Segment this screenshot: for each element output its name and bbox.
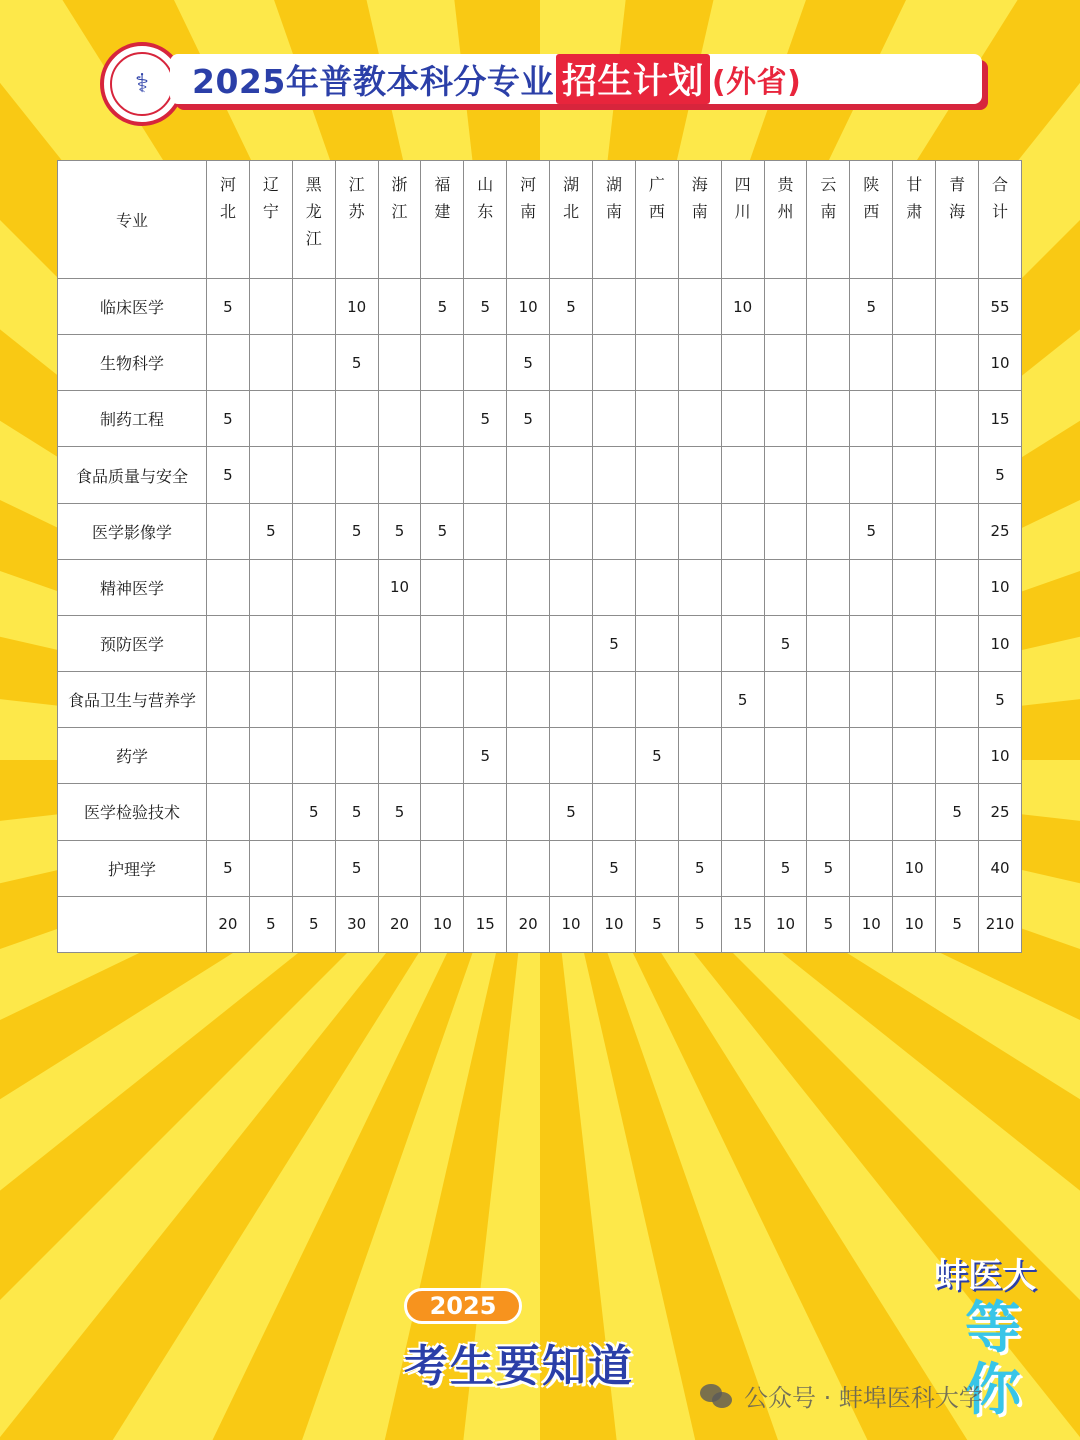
- quota-cell: [421, 335, 464, 391]
- quota-cell: [721, 840, 764, 896]
- quota-cell: [292, 279, 335, 335]
- quota-cell: [378, 391, 421, 447]
- quota-cell: [507, 503, 550, 559]
- quota-cell: [936, 615, 979, 671]
- quota-cell: 5: [979, 672, 1022, 728]
- quota-cell: [807, 335, 850, 391]
- quota-cell: [249, 615, 292, 671]
- quota-cell: [807, 784, 850, 840]
- table-row: [58, 503, 1022, 559]
- title-tail: (外省): [711, 65, 802, 100]
- quota-cell: [421, 784, 464, 840]
- quota-cell: [550, 840, 593, 896]
- quota-cell: 10: [378, 559, 421, 615]
- quota-cell: [678, 447, 721, 503]
- table-row: [58, 335, 1022, 391]
- quota-cell: [335, 559, 378, 615]
- quota-cell: 5: [678, 896, 721, 952]
- quota-cell: [635, 840, 678, 896]
- title-main: 2025年普教本科分专业: [192, 61, 554, 101]
- quota-cell: [378, 672, 421, 728]
- quota-cell: [936, 503, 979, 559]
- quota-cell: [678, 279, 721, 335]
- quota-cell: [850, 447, 893, 503]
- quota-cell: [936, 279, 979, 335]
- plan-table: [57, 160, 1022, 953]
- quota-cell: [635, 447, 678, 503]
- quota-cell: [249, 447, 292, 503]
- quota-cell: [764, 391, 807, 447]
- quota-cell: [635, 503, 678, 559]
- quota-cell: [764, 503, 807, 559]
- quota-cell: 15: [464, 896, 507, 952]
- province-header: 辽 宁: [249, 161, 292, 279]
- quota-cell: 5: [936, 896, 979, 952]
- quota-cell: [550, 559, 593, 615]
- quota-cell: [678, 784, 721, 840]
- quota-cell: [593, 391, 636, 447]
- province-header: 湖 北: [550, 161, 593, 279]
- watermark-text: 公众号 · 蚌埠医科大学: [744, 1384, 983, 1412]
- quota-cell: [593, 335, 636, 391]
- quota-cell: 10: [335, 279, 378, 335]
- quota-cell: 5: [550, 784, 593, 840]
- quota-cell: 5: [464, 728, 507, 784]
- quota-cell: [464, 840, 507, 896]
- quota-cell: [936, 447, 979, 503]
- quota-cell: [850, 559, 893, 615]
- quota-cell: 20: [207, 896, 250, 952]
- quota-cell: [936, 840, 979, 896]
- quota-cell: 5: [464, 391, 507, 447]
- quota-cell: 5: [593, 615, 636, 671]
- quota-cell: 10: [893, 896, 936, 952]
- quota-cell: [421, 840, 464, 896]
- quota-cell: 30: [335, 896, 378, 952]
- quota-cell: [378, 840, 421, 896]
- quota-cell: [807, 447, 850, 503]
- quota-cell: [635, 784, 678, 840]
- quota-cell: [764, 672, 807, 728]
- page-title: [170, 54, 982, 104]
- quota-cell: [893, 279, 936, 335]
- quota-cell: [249, 784, 292, 840]
- quota-cell: 5: [850, 279, 893, 335]
- quota-cell: 210: [979, 896, 1022, 952]
- major-name: [58, 896, 207, 952]
- quota-cell: [550, 391, 593, 447]
- province-header: 甘 肃: [893, 161, 936, 279]
- province-header: 浙 江: [378, 161, 421, 279]
- quota-cell: [292, 391, 335, 447]
- quota-cell: 5: [292, 896, 335, 952]
- quota-cell: [635, 335, 678, 391]
- quota-cell: 5: [850, 503, 893, 559]
- quota-cell: [207, 559, 250, 615]
- quota-cell: [378, 279, 421, 335]
- quota-cell: 5: [292, 784, 335, 840]
- quota-cell: [249, 279, 292, 335]
- major-name: 医学检验技术: [58, 784, 207, 840]
- quota-cell: [249, 840, 292, 896]
- quota-cell: [335, 728, 378, 784]
- quota-cell: [893, 615, 936, 671]
- quota-cell: [421, 559, 464, 615]
- quota-cell: [550, 503, 593, 559]
- quota-cell: [635, 672, 678, 728]
- quota-cell: [593, 503, 636, 559]
- quota-cell: 10: [550, 896, 593, 952]
- table-row: [58, 840, 1022, 896]
- enrollment-plan-table: [57, 160, 1022, 953]
- quota-cell: [464, 447, 507, 503]
- quota-cell: 5: [507, 391, 550, 447]
- quota-cell: 5: [207, 391, 250, 447]
- quota-cell: [378, 335, 421, 391]
- province-header: 河 南: [507, 161, 550, 279]
- quota-cell: 55: [979, 279, 1022, 335]
- quota-cell: [721, 335, 764, 391]
- brand-small: 蚌医大: [934, 1256, 1036, 1296]
- quota-cell: 5: [550, 279, 593, 335]
- quota-cell: 10: [507, 279, 550, 335]
- quota-cell: 5: [507, 335, 550, 391]
- quota-cell: 5: [207, 840, 250, 896]
- quota-cell: [593, 559, 636, 615]
- quota-cell: 10: [979, 559, 1022, 615]
- quota-cell: [721, 559, 764, 615]
- quota-cell: [335, 615, 378, 671]
- quota-cell: 10: [979, 335, 1022, 391]
- quota-cell: 5: [807, 840, 850, 896]
- quota-cell: [893, 391, 936, 447]
- quota-cell: [378, 447, 421, 503]
- province-header: 黑 龙 江: [292, 161, 335, 279]
- quota-cell: [936, 335, 979, 391]
- quota-cell: [207, 728, 250, 784]
- quota-cell: [850, 784, 893, 840]
- quota-cell: [764, 784, 807, 840]
- quota-cell: 5: [635, 728, 678, 784]
- quota-cell: 5: [207, 447, 250, 503]
- quota-cell: [207, 672, 250, 728]
- quota-cell: 5: [421, 279, 464, 335]
- quota-cell: [292, 728, 335, 784]
- major-name: 食品质量与安全: [58, 447, 207, 503]
- quota-cell: [292, 615, 335, 671]
- quota-cell: 5: [979, 447, 1022, 503]
- quota-cell: [635, 391, 678, 447]
- quota-cell: [721, 728, 764, 784]
- quota-cell: [421, 447, 464, 503]
- quota-cell: [507, 559, 550, 615]
- table-row: [58, 447, 1022, 503]
- quota-cell: [936, 391, 979, 447]
- quota-cell: 5: [635, 896, 678, 952]
- quota-cell: [807, 615, 850, 671]
- quota-cell: 5: [764, 615, 807, 671]
- quota-cell: [893, 335, 936, 391]
- slogan: 考生要知道: [404, 1341, 634, 1392]
- quota-cell: [550, 335, 593, 391]
- quota-cell: [850, 728, 893, 784]
- quota-cell: 5: [378, 503, 421, 559]
- quota-cell: [421, 615, 464, 671]
- quota-cell: [378, 728, 421, 784]
- quota-cell: 5: [721, 672, 764, 728]
- major-name: 生物科学: [58, 335, 207, 391]
- quota-cell: [850, 335, 893, 391]
- quota-cell: [207, 615, 250, 671]
- quota-cell: [249, 335, 292, 391]
- quota-cell: [550, 728, 593, 784]
- quota-cell: [507, 784, 550, 840]
- quota-cell: [464, 503, 507, 559]
- quota-cell: [893, 503, 936, 559]
- quota-cell: 10: [764, 896, 807, 952]
- quota-cell: 10: [893, 840, 936, 896]
- table-header-row: [58, 161, 1022, 279]
- quota-cell: [764, 335, 807, 391]
- province-header: 山 东: [464, 161, 507, 279]
- quota-cell: [207, 335, 250, 391]
- major-name: 制药工程: [58, 391, 207, 447]
- quota-cell: 20: [378, 896, 421, 952]
- province-header: 四 川: [721, 161, 764, 279]
- quota-cell: 5: [807, 896, 850, 952]
- province-header: 贵 州: [764, 161, 807, 279]
- quota-cell: [292, 672, 335, 728]
- quota-cell: [893, 559, 936, 615]
- quota-cell: [550, 615, 593, 671]
- quota-cell: [464, 335, 507, 391]
- quota-cell: [464, 615, 507, 671]
- quota-cell: [764, 559, 807, 615]
- table-row: [58, 728, 1022, 784]
- wechat-watermark: [700, 1378, 983, 1413]
- logo-caduceus-icon: ⚕: [110, 52, 174, 116]
- quota-cell: [292, 559, 335, 615]
- quota-cell: [721, 391, 764, 447]
- table-row: [58, 559, 1022, 615]
- quota-cell: [507, 615, 550, 671]
- quota-cell: [721, 503, 764, 559]
- quota-cell: [593, 672, 636, 728]
- quota-cell: 5: [335, 335, 378, 391]
- quota-cell: 40: [979, 840, 1022, 896]
- quota-cell: [292, 840, 335, 896]
- major-name: 精神医学: [58, 559, 207, 615]
- quota-cell: 5: [207, 279, 250, 335]
- major-name: 预防医学: [58, 615, 207, 671]
- province-header: 云 南: [807, 161, 850, 279]
- quota-cell: [893, 672, 936, 728]
- quota-cell: [207, 503, 250, 559]
- quota-cell: [678, 503, 721, 559]
- quota-cell: 5: [335, 784, 378, 840]
- table-row: [58, 784, 1022, 840]
- quota-cell: [850, 840, 893, 896]
- quota-cell: 10: [421, 896, 464, 952]
- quota-cell: [507, 447, 550, 503]
- quota-cell: [507, 728, 550, 784]
- quota-cell: [249, 672, 292, 728]
- quota-cell: [507, 840, 550, 896]
- quota-cell: [550, 447, 593, 503]
- quota-cell: [292, 335, 335, 391]
- quota-cell: [207, 784, 250, 840]
- quota-cell: [378, 615, 421, 671]
- quota-cell: [936, 672, 979, 728]
- quota-cell: [421, 672, 464, 728]
- year-badge: 2025: [404, 1288, 522, 1324]
- major-name: 食品卫生与营养学: [58, 672, 207, 728]
- quota-cell: [593, 784, 636, 840]
- quota-cell: [678, 728, 721, 784]
- table-row: [58, 279, 1022, 335]
- quota-cell: [807, 672, 850, 728]
- quota-cell: [850, 391, 893, 447]
- quota-cell: 10: [850, 896, 893, 952]
- province-header: 陕 西: [850, 161, 893, 279]
- quota-cell: [335, 672, 378, 728]
- major-name: 护理学: [58, 840, 207, 896]
- quota-cell: [678, 615, 721, 671]
- quota-cell: 5: [593, 840, 636, 896]
- quota-cell: 5: [936, 784, 979, 840]
- quota-cell: [635, 559, 678, 615]
- quota-cell: [507, 672, 550, 728]
- quota-cell: [936, 728, 979, 784]
- quota-cell: [678, 559, 721, 615]
- quota-cell: [635, 615, 678, 671]
- quota-cell: [335, 447, 378, 503]
- quota-cell: [550, 672, 593, 728]
- quota-cell: 5: [249, 896, 292, 952]
- table-row: [58, 615, 1022, 671]
- wechat-icon: [700, 1382, 734, 1410]
- quota-cell: 15: [979, 391, 1022, 447]
- quota-cell: [249, 728, 292, 784]
- quota-cell: 10: [721, 279, 764, 335]
- quota-cell: [292, 447, 335, 503]
- major-name: 医学影像学: [58, 503, 207, 559]
- province-header: 河 北: [207, 161, 250, 279]
- quota-cell: [850, 615, 893, 671]
- quota-cell: 5: [764, 840, 807, 896]
- quota-cell: 10: [979, 615, 1022, 671]
- quota-cell: [807, 391, 850, 447]
- quota-cell: [249, 391, 292, 447]
- province-header: 湖 南: [593, 161, 636, 279]
- quota-cell: 5: [335, 840, 378, 896]
- quota-cell: [464, 559, 507, 615]
- major-name: 药学: [58, 728, 207, 784]
- quota-cell: 5: [464, 279, 507, 335]
- quota-cell: [893, 784, 936, 840]
- quota-cell: [807, 503, 850, 559]
- brand-big: 等 你: [965, 1296, 1021, 1423]
- quota-cell: 10: [979, 728, 1022, 784]
- quota-cell: [893, 728, 936, 784]
- province-header: 青 海: [936, 161, 979, 279]
- quota-cell: [764, 728, 807, 784]
- quota-cell: 5: [249, 503, 292, 559]
- quota-cell: [936, 559, 979, 615]
- quota-cell: [593, 447, 636, 503]
- quota-cell: [721, 784, 764, 840]
- quota-cell: [850, 672, 893, 728]
- quota-cell: [421, 391, 464, 447]
- quota-cell: 5: [378, 784, 421, 840]
- quota-cell: 25: [979, 503, 1022, 559]
- quota-cell: [678, 391, 721, 447]
- quota-cell: [464, 784, 507, 840]
- quota-cell: [807, 279, 850, 335]
- quota-cell: [249, 559, 292, 615]
- quota-cell: 25: [979, 784, 1022, 840]
- table-row: [58, 672, 1022, 728]
- quota-cell: [464, 672, 507, 728]
- quota-cell: 20: [507, 896, 550, 952]
- quota-cell: [593, 728, 636, 784]
- quota-cell: [678, 672, 721, 728]
- quota-cell: 5: [678, 840, 721, 896]
- quota-cell: [421, 728, 464, 784]
- quota-cell: [807, 728, 850, 784]
- quota-cell: [764, 279, 807, 335]
- quota-cell: [635, 279, 678, 335]
- quota-cell: [721, 447, 764, 503]
- quota-cell: [764, 447, 807, 503]
- quota-cell: [593, 279, 636, 335]
- province-header: 合 计: [979, 161, 1022, 279]
- table-row: [58, 391, 1022, 447]
- quota-cell: 5: [421, 503, 464, 559]
- quota-cell: [807, 559, 850, 615]
- province-header: 广 西: [635, 161, 678, 279]
- province-header: 江 苏: [335, 161, 378, 279]
- quota-cell: [893, 447, 936, 503]
- province-header: 福 建: [421, 161, 464, 279]
- quota-cell: [678, 335, 721, 391]
- major-name: 临床医学: [58, 279, 207, 335]
- quota-cell: 15: [721, 896, 764, 952]
- quota-cell: [335, 391, 378, 447]
- quota-cell: 10: [593, 896, 636, 952]
- province-header: 海 南: [678, 161, 721, 279]
- major-column-header: 专业: [58, 161, 207, 279]
- quota-cell: 5: [335, 503, 378, 559]
- totals-row: [58, 896, 1022, 952]
- quota-cell: [721, 615, 764, 671]
- quota-cell: [292, 503, 335, 559]
- title-highlight: 招生计划: [556, 54, 710, 104]
